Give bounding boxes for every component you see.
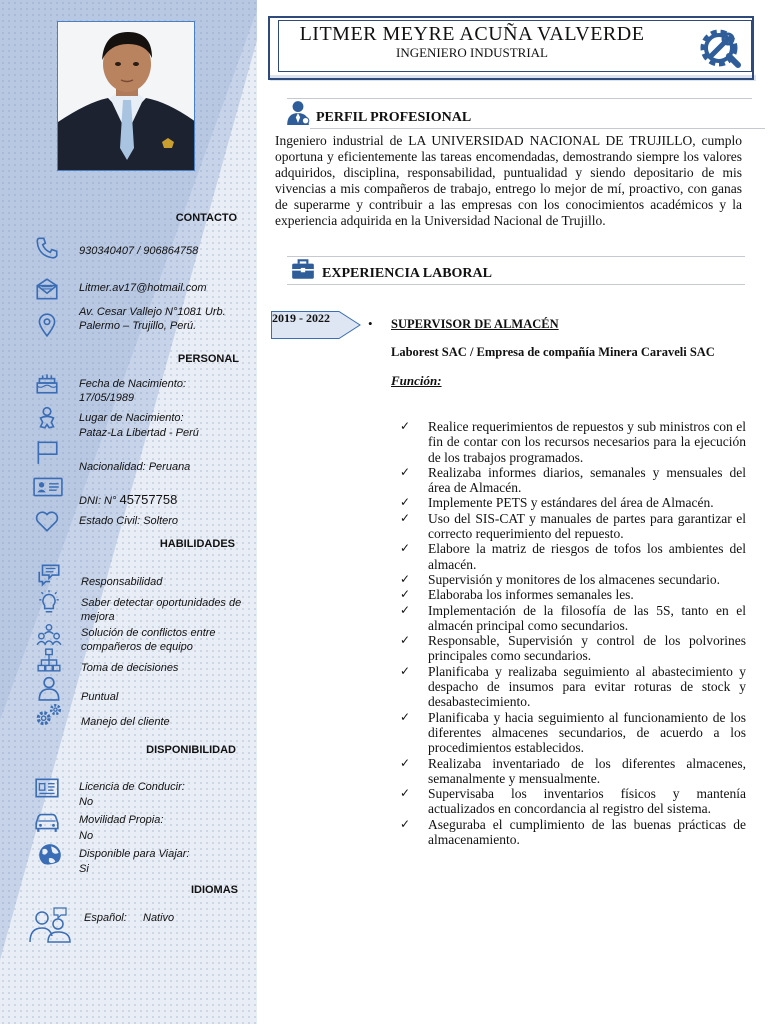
email-text[interactable]: Litmer.av17@hotmail.com [79, 282, 207, 294]
mobility-value: No [79, 830, 94, 842]
profile-heading: PERFIL PROFESIONAL [316, 110, 472, 125]
profile-user-icon [285, 99, 311, 125]
skill-item: Solución de conflictos entre compañeros de equipo [81, 627, 216, 653]
period-text: 2019 - 2022 [272, 311, 330, 325]
personal-section-title: PERSONAL [177, 353, 239, 365]
checkmark-icon: ✓ [400, 541, 411, 556]
skill-item: Toma de decisiones [81, 662, 179, 674]
sidebar [0, 0, 257, 1024]
phone-text: 930340407 / 906864758 [79, 245, 199, 257]
checkmark-icon: ✓ [400, 587, 411, 602]
org-chart-icon [36, 647, 62, 673]
list-item: ✓ Aseguraba el cumplimiento de las buenas prácticas de almacenamiento. [400, 816, 746, 848]
profile-summary: Ingeniero industrial de LA UNIVERSIDAD NACIONAL DE TRUJILLO, cumplo oportuna y eficientemente las tareas encomendadas, demostrando siempre los valores adquiridos, disciplina, responsabilidad, puntualidad y siendo depositario de mis vivencias a mis compañeros de trabajo, entrego lo mejor de mí, proactivo, con ganas de superarme y contribuir a las empresas con los conocimientos académicos y la experiencia adquirida en la Universidad Nacional de Trujillo. [275, 133, 742, 228]
travel-value: Si [79, 863, 89, 875]
list-item: ✓ Implementación de la filosofía de las 5S, tanto en el almacén principal como secundarios. [400, 602, 746, 633]
team-icon [36, 622, 62, 648]
list-item: ✓ Elabore la matriz de riesgos de tofos los ambientes del almacén. [400, 541, 746, 572]
baby-icon [34, 405, 60, 431]
list-item: ✓ Planificaba y hacia seguimiento al funcionamiento de los diferentes almacenes secundarios, de acuerdo a los procedimientos establecidos. [400, 709, 746, 756]
list-item: ✓ Responsable, Supervisión y control de los polvorines principales como secundarios. [400, 633, 746, 664]
checkmark-icon: ✓ [400, 495, 411, 510]
location-pin-icon [34, 312, 60, 338]
nationality-text: Nacionalidad: Peruana [79, 461, 191, 473]
candidate-name: LITMER MEYRE ACUÑA VALVERDE [299, 23, 645, 45]
profile-photo [57, 21, 195, 171]
list-item: ✓ Supervisaba los inventarios físicos y mantenía actualizados en concordancia al registro del sistema. [400, 786, 746, 817]
contact-section-title: CONTACTO [175, 212, 237, 224]
checkmark-icon: ✓ [400, 816, 411, 831]
globe-travel-icon [37, 842, 63, 868]
checkmark-icon: ✓ [400, 571, 411, 586]
period-arrow-badge [271, 311, 361, 339]
skill-item: Puntual [81, 691, 119, 703]
lightbulb-icon [36, 589, 62, 615]
list-item: ✓ Uso del SIS-CAT y manuales de partes para garantizar el correcto requerimiento del repuesto. [400, 510, 746, 542]
section-divider [287, 256, 745, 257]
list-item: ✓ Realizaba informes diarios, semanales y mensuales del área de Almacén. [400, 464, 746, 496]
checkmark-icon: ✓ [400, 464, 411, 479]
list-item: ✓ Planificaba y realizaba seguimiento al abastecimiento y despacho de insumos para evitar roturas de stock y desabastecimiento. [400, 663, 746, 710]
user-icon [36, 675, 62, 701]
checkmark-icon: ✓ [400, 663, 411, 678]
checkmark-icon: ✓ [400, 419, 411, 433]
birthday-cake-icon [34, 370, 60, 396]
heart-icon [34, 508, 60, 534]
job-bullet: • [368, 316, 373, 331]
car-icon [34, 808, 60, 834]
birth-place-label: Lugar de Nacimiento: [79, 412, 184, 424]
dni-label: DNI: N° [79, 495, 117, 507]
skill-item: Manejo del cliente [81, 716, 170, 728]
mobility-label: Movilidad Propia: [79, 814, 164, 826]
gears-icon [34, 702, 64, 728]
experience-heading: EXPERIENCIA LABORAL [322, 266, 492, 281]
skills-section-title: HABILIDADES [159, 538, 235, 550]
list-item: ✓ Realice requerimientos de repuestos y sub ministros con el fin de contar con los recursos necesarios para la ejecución de los trabajos programados. [400, 419, 746, 465]
language-level: Nativo [143, 912, 175, 924]
phone-icon [34, 235, 60, 261]
license-value: No [79, 796, 94, 808]
envelope-icon [34, 277, 60, 303]
checkmark-icon: ✓ [400, 602, 411, 617]
civil-status-text: Estado Civil: Soltero [79, 515, 179, 527]
skill-item: Responsabilidad [81, 576, 163, 588]
flag-icon [34, 439, 60, 465]
checkmark-icon: ✓ [400, 633, 411, 648]
dni-value: 45757758 [119, 492, 178, 507]
briefcase-icon [290, 256, 316, 282]
language-name: Español: [84, 912, 127, 924]
skill-item: Saber detectar oportunidades de mejora [81, 597, 242, 623]
list-item: ✓ Supervisión y monitores de los almacenes secundario. [400, 571, 721, 587]
section-divider [287, 98, 752, 99]
list-item: ✓ Implemente PETS y estándares del área de Almacén. [400, 495, 714, 511]
candidate-title: INGENIERO INDUSTRIAL [395, 45, 548, 60]
address-text: Av. Cesar Vallejo N°1081 Urb. Palermo – Trujillo, Perú. [79, 306, 226, 332]
checkmark-icon: ✓ [400, 786, 411, 801]
section-divider [287, 284, 745, 285]
company-name: Laborest SAC / Empresa de compañía Minera Caraveli SAC [391, 345, 715, 359]
section-divider [310, 128, 765, 129]
checkmark-icon: ✓ [400, 510, 411, 525]
checkmark-icon: ✓ [400, 709, 411, 724]
languages-section-title: IDIOMAS [190, 884, 238, 896]
job-title: SUPERVISOR DE ALMACÉN [391, 317, 559, 331]
function-label: Función: [391, 373, 442, 388]
task-list [400, 419, 746, 847]
travel-label: Disponible para Viajar: [79, 848, 190, 860]
list-item: ✓ Realizaba inventariado de los diferentes almacenes, semanalmente y mensualmente. [400, 755, 746, 786]
people-talking-icon [28, 906, 72, 944]
birth-date-label: Fecha de Nacimiento: [79, 378, 186, 390]
checkmark-icon: ✓ [400, 755, 411, 770]
availability-section-title: DISPONIBILIDAD [146, 744, 236, 756]
license-label: Licencia de Conducir: [79, 781, 185, 793]
dni-text [79, 493, 177, 508]
birth-place-value: Pataz-La Libertad - Perú [79, 427, 199, 439]
gear-wrench-icon [696, 25, 744, 71]
list-item: ✓ Elaboraba los informes semanales les. [400, 587, 634, 603]
chat-bubbles-icon [36, 562, 62, 588]
id-card-icon [33, 474, 63, 500]
license-icon [34, 775, 60, 801]
birth-date-value: 17/05/1989 [79, 392, 135, 404]
